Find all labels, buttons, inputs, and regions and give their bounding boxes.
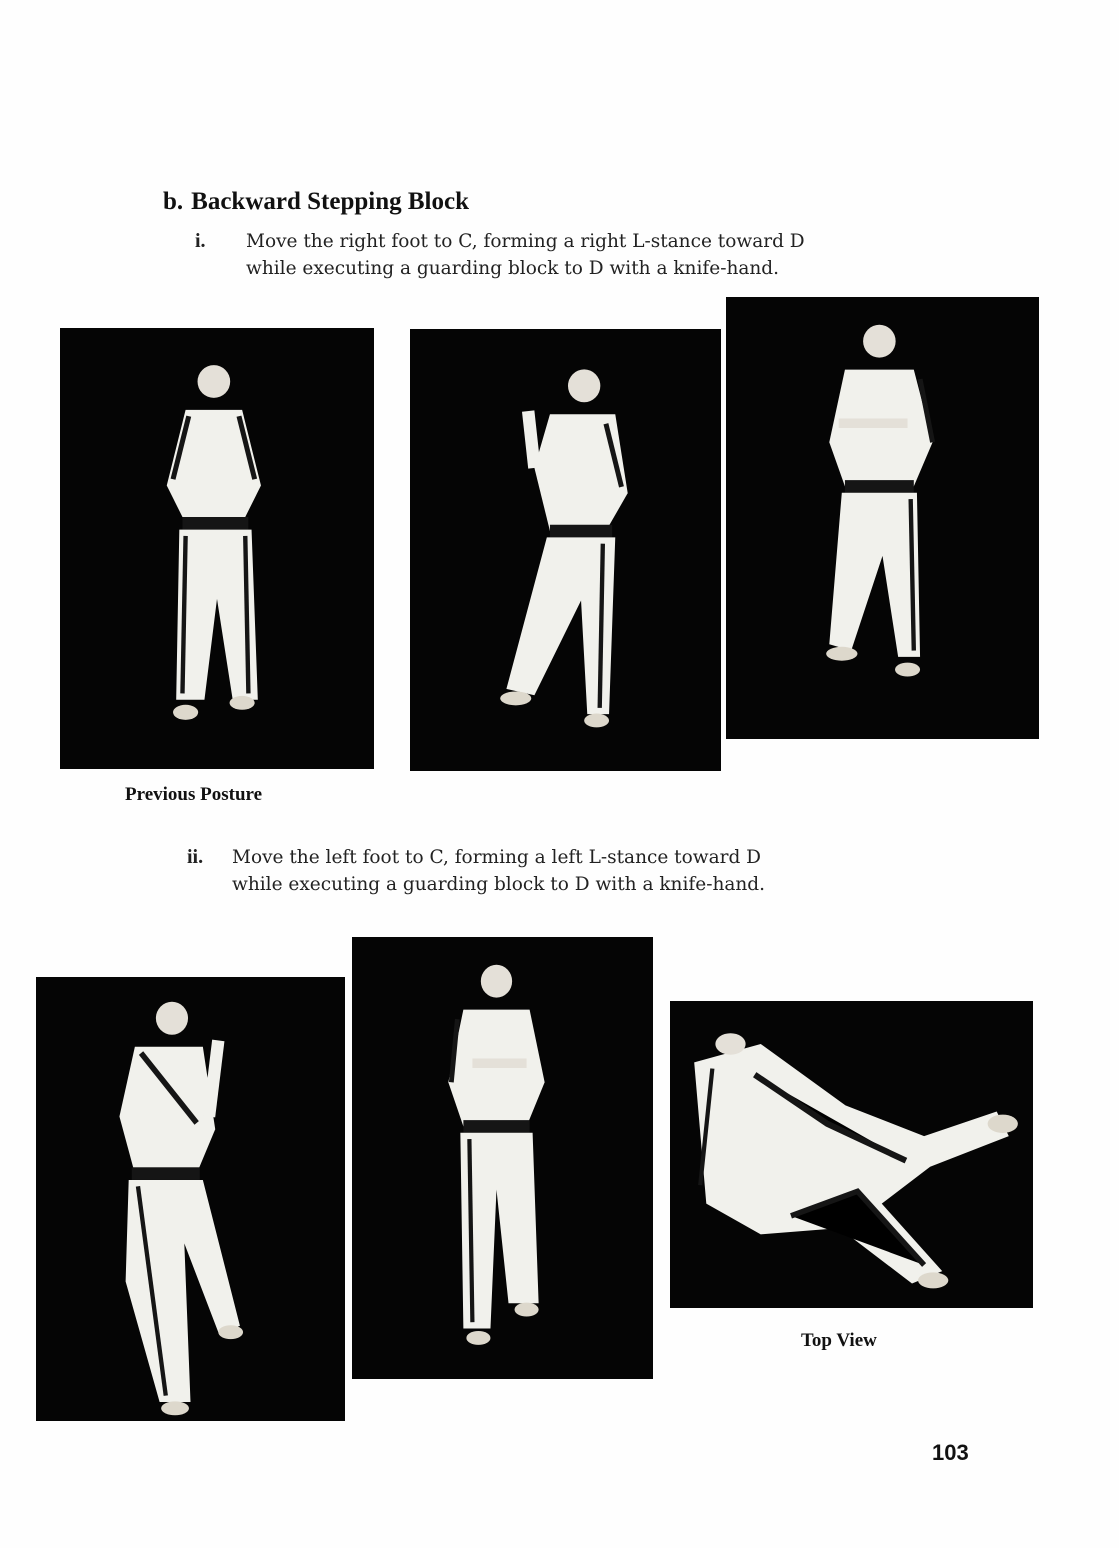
- photo-step-1b: [726, 297, 1039, 739]
- photo-step-1a: [410, 329, 721, 771]
- figure-illustration: [726, 297, 1039, 739]
- step-2-line-1: Move the left foot to C, forming a left L-stance toward D: [232, 847, 762, 868]
- photo-top-view: [670, 1001, 1033, 1308]
- step-2-number: ii.: [187, 846, 204, 868]
- figure-illustration: [352, 937, 653, 1379]
- photo-step-2a: [36, 977, 345, 1421]
- step-1-instruction: [195, 228, 926, 282]
- figure-illustration: [670, 1001, 1033, 1308]
- figure-illustration: [36, 977, 345, 1421]
- step-1-line-1: Move the right foot to C, forming a right L-stance toward D: [246, 231, 805, 252]
- photo-step-2b: [352, 937, 653, 1379]
- step-2-instruction: [187, 844, 912, 898]
- page-number: 103: [932, 1440, 969, 1465]
- section-heading: [163, 188, 469, 216]
- photo-previous-posture: [60, 328, 374, 769]
- step-1-line-2: while executing a guarding block to D with a knife-hand.: [246, 258, 780, 279]
- figure-illustration: [60, 328, 374, 769]
- section-title: Backward Stepping Block: [191, 188, 469, 215]
- step-1-number: i.: [195, 230, 206, 252]
- caption-top-view: Top View: [801, 1330, 877, 1351]
- section-letter: b.: [163, 188, 184, 215]
- figure-illustration: [410, 329, 721, 771]
- step-2-line-2: while executing a guarding block to D with a knife-hand.: [232, 874, 766, 895]
- caption-previous-posture: Previous Posture: [125, 784, 263, 805]
